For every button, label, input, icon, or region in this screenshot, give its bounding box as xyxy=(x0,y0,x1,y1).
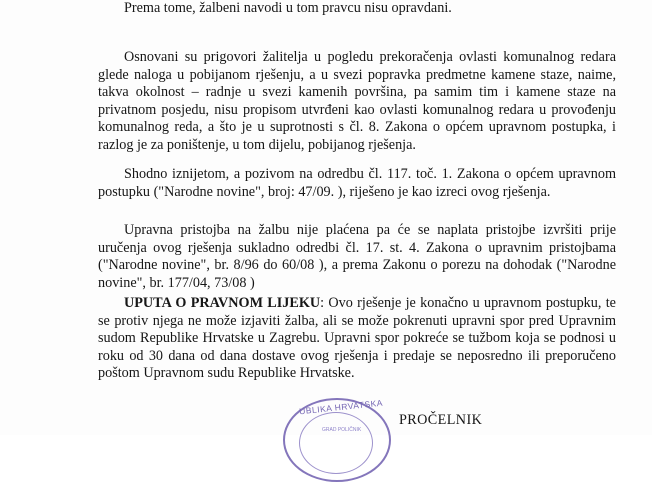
paragraph-legal-remedy xyxy=(98,295,616,383)
paragraph-administrative-fee xyxy=(98,222,616,292)
paragraph-objections-text: Osnovani su prigovori žalitelja u pogledu prekoračenja ovlasti komunalnog redara glede naloga u pobijanom rješenju, a u svezi popravka predmetne kamene staze, naime, takva okolnost – radnje u svezi kamenih površina, pa samim tim i kamene staze na privatnom posjedu, nisu propisom utvrđeni kao ovlasti komunalnog redara u provođenju komunalnog reda, a što je u suprotnosti s čl. 8. Zakona o općem upravnom postupka, i razlog je za poništenje, u tom dijelu, pobijanog rješenja. xyxy=(98,49,616,153)
paragraph-conclusion xyxy=(98,0,616,18)
official-stamp xyxy=(283,398,391,482)
stamp-inner-ring xyxy=(299,412,373,474)
legal-remedy-text: : Ovo rješenje je konačno u upravnom postupku, te se protiv njega ne može izjaviti žalba, ali se može pokrenuti upravni spor pred Upravnim sudom Republike Hrvatske u Zagrebu. Upravni spor pokreće se tužbom koja se podnosi u roku od 30 dana od dana dostave ovog rješenja i predaje se neposredno ili preporučeno poštom Upravnom sudu Republike Hrvatske. xyxy=(98,295,616,382)
paragraph-conclusion-text: Prema tome, žalbeni navodi u tom pravcu nisu opravdani. xyxy=(124,0,452,16)
paragraph-objections xyxy=(98,49,616,155)
paragraph-ruling-basis xyxy=(98,166,616,201)
stamp-text: UBLIKA HRVATSKA xyxy=(298,397,384,417)
paragraph-administrative-fee-text: Upravna pristojba na žalbu nije plaćena pa će se naplata pristojbe izvršiti prije uručenja ovog rješenja sukladno odredbi čl. 17. st. 4. Zakona o upravnim pristojbama ("Narodne novine", br. 8/96 do 60/08 ), a prema Zakonu o porezu na dohodak ("Narodne novine", br. 177/04, 73/08 ) xyxy=(98,222,616,291)
legal-remedy-heading: UPUTA O PRAVNOM LIJEKU xyxy=(124,295,321,311)
paragraph-ruling-basis-text: Shodno iznijetom, a pozivom na odredbu čl. 117. toč. 1. Zakona o općem upravnom postupku ("Narodne novine", broj: 47/09. ), riješeno je kao izreci ovog rješenja. xyxy=(98,166,616,200)
signature-title: PROČELNIK xyxy=(399,412,483,428)
stamp-subtext: GRAD POLIČNIK xyxy=(322,427,362,433)
